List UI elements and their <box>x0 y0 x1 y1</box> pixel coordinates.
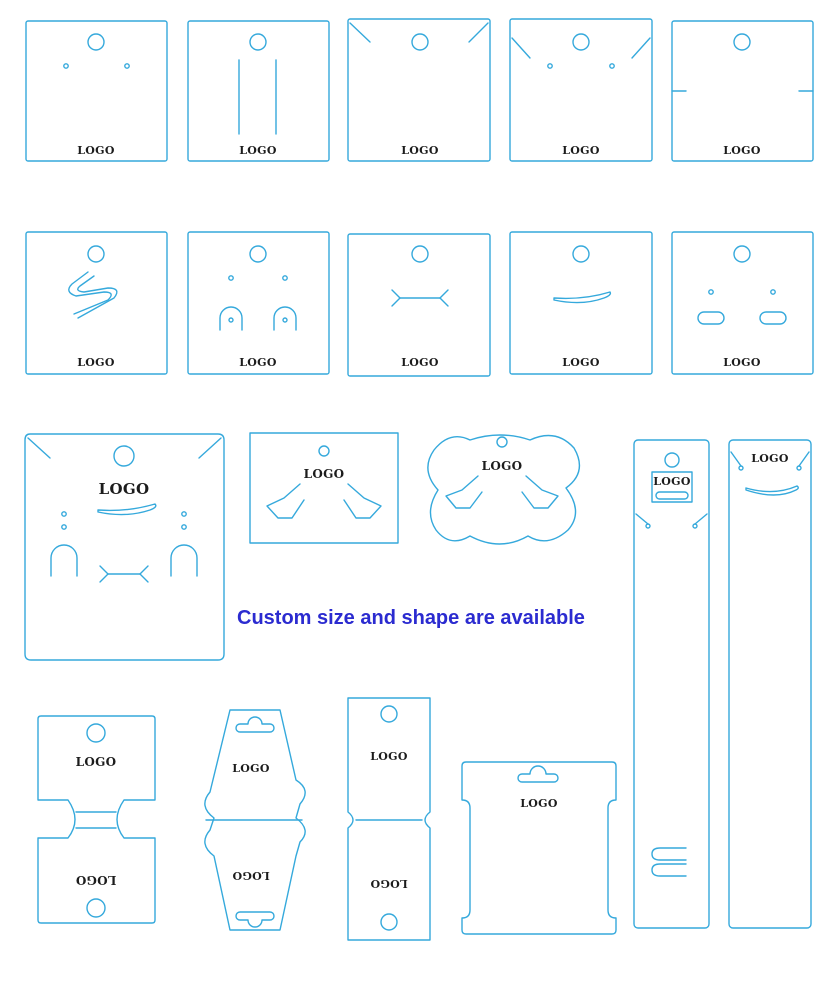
card-r2c2-arch-slots <box>188 232 329 374</box>
card-tall-strip-right <box>729 440 811 928</box>
card-logo-label-inverted: LOGO <box>370 877 408 890</box>
card-large-combo <box>25 434 224 660</box>
card-logo-label: LOGO <box>653 475 691 488</box>
card-logo-label-inverted: LOGO <box>232 869 270 882</box>
card-r1c4-corner-cuts-holes <box>510 19 652 161</box>
card-r1c3-corner-cuts <box>348 19 490 161</box>
card-logo-label: LOGO <box>98 480 150 498</box>
card-logo-label: LOGO <box>232 762 270 775</box>
card-logo-label: LOGO <box>562 356 600 369</box>
card-logo-label: LOGO <box>77 356 115 369</box>
card-logo-label: LOGO <box>751 452 789 465</box>
card-wide-hexagon-slots <box>250 433 398 543</box>
card-logo-label: LOGO <box>239 356 277 369</box>
custom-size-banner: Custom size and shape are available <box>237 607 585 629</box>
card-r2c1-zigzag-slot <box>26 232 167 374</box>
card-r1c5-side-slits <box>672 21 813 161</box>
card-logo-label: LOGO <box>303 467 345 481</box>
card-logo-label: LOGO <box>401 356 439 369</box>
card-r2c5-pill-slots <box>672 232 813 374</box>
card-r1c2-long-slots <box>188 21 329 161</box>
card-logo-label: LOGO <box>562 144 600 157</box>
card-folding-double <box>38 716 155 923</box>
card-folding-tall <box>348 698 430 940</box>
card-logo-label: LOGO <box>75 755 117 769</box>
card-logo-label: LOGO <box>239 144 277 157</box>
card-logo-label-inverted: LOGO <box>75 873 117 887</box>
card-folding-hexagon <box>205 710 305 930</box>
card-logo-label: LOGO <box>77 144 115 157</box>
card-r1c1-stud-holes <box>26 21 167 161</box>
card-logo-label: LOGO <box>520 797 558 810</box>
card-logo-label: LOGO <box>401 144 439 157</box>
card-r2c3-bow-slot <box>348 234 490 376</box>
card-logo-label: LOGO <box>481 459 523 473</box>
card-tall-strip-left <box>634 440 709 928</box>
card-r2c4-curve-slot <box>510 232 652 374</box>
card-logo-label: LOGO <box>723 144 761 157</box>
card-spool-square <box>462 762 616 934</box>
card-logo-label: LOGO <box>370 750 408 763</box>
card-cloud-shape <box>428 435 580 544</box>
card-logo-label: LOGO <box>723 356 761 369</box>
